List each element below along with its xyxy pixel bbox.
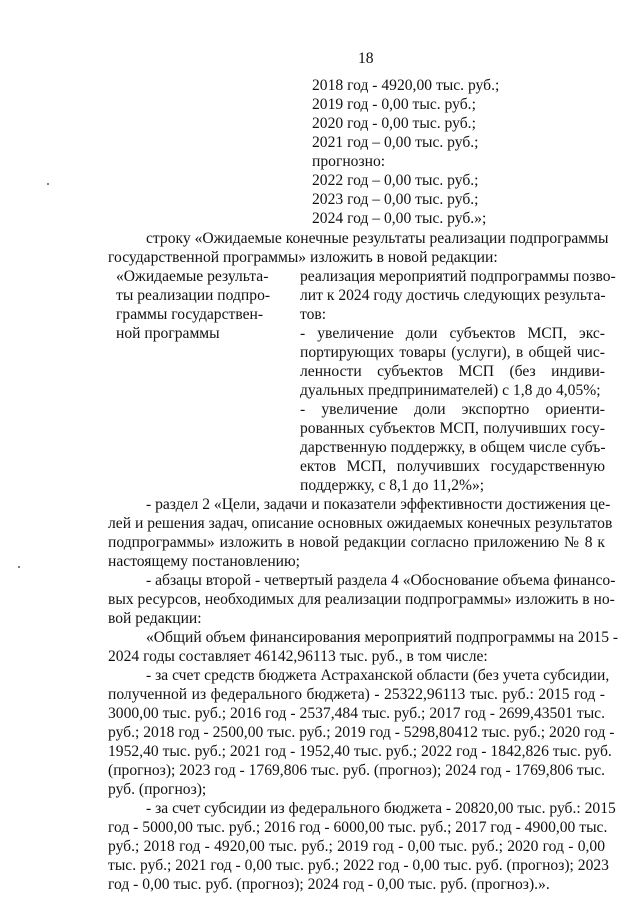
paragraph-line: руб.; 2018 год - 4920,00 тыс. руб.; 2019 год - 0,00 тыс. руб.; 2020 год - 0,00: [108, 838, 605, 855]
paragraph-line: - раздел 2 «Цели, задачи и показатели эффективности достижения це-: [146, 496, 611, 513]
paragraph-line: - за счет субсидии из федерального бюджета - 20820,00 тыс. руб.: 2015: [146, 800, 616, 817]
years-line: 2021 год – 0,00 тыс. руб.;: [312, 134, 479, 151]
paragraph-line: год - 0,00 тыс. руб. (прогноз); 2024 год - 0,00 тыс. руб. (прогноз).».: [108, 876, 550, 893]
paragraph-line: вой редакции:: [108, 610, 202, 627]
years-line: 2020 год - 0,00 тыс. руб.;: [312, 115, 476, 132]
paragraph-line: - за счет средств бюджета Астраханской области (без учета субсидии,: [146, 667, 610, 684]
paragraph-line: 3000,00 тыс. руб.; 2016 год - 2537,484 тыс. руб.; 2017 год - 2699,43501 тыс.: [108, 705, 605, 722]
scan-speck: [18, 566, 20, 568]
paragraph-line: руб. (прогноз);: [108, 781, 207, 798]
table-value-line: - увеличение доли экспортно ориенти-: [300, 401, 605, 418]
table-value-line: лит к 2024 году достичь следующих результа-: [300, 287, 606, 304]
paragraph-line: руб.; 2018 год - 2500,00 тыс. руб.; 2019 год - 5298,80412 тыс. руб.; 2020 год -: [108, 724, 615, 741]
scan-speck: [47, 183, 49, 185]
paragraph-line: 2024 годы составляет 46142,96113 тыс. руб., в том числе:: [108, 648, 488, 665]
years-line: 2018 год - 4920,00 тыс. руб.;: [312, 77, 500, 94]
table-value-line: ленности субъектов МСП (без индиви-: [300, 363, 605, 380]
table-value-line: - увеличение доли субъектов МСП, экс-: [300, 325, 605, 342]
paragraph-line: - абзацы второй - четвертый раздела 4 «Обоснование объема финансо-: [146, 572, 616, 589]
page-number: 18: [358, 50, 374, 67]
paragraph-line: лей и решения задач, описание основных ожидаемых конечных результатов: [108, 515, 613, 532]
table-value-line: реализация мероприятий подпрограммы позво-: [300, 268, 616, 285]
table-value-line: дуальных предпринимателей) с 1,8 до 4,05%;: [300, 382, 601, 399]
years-line: прогнозно:: [312, 153, 386, 170]
table-value-line: ектов МСП, получивших государственную: [300, 458, 605, 475]
paragraph-line: «Общий объем финансирования мероприятий подпрограммы на 2015 -: [146, 629, 619, 646]
paragraph-line: (прогноз); 2023 год - 1769,806 тыс. руб. (прогноз); 2024 год - 1769,806 тыс.: [108, 762, 606, 779]
table-value-line: тов:: [300, 306, 327, 323]
paragraph-line: настоящему постановлению;: [108, 553, 301, 570]
paragraph-line: строку «Ожидаемые конечные результаты реализации подпрограммы: [146, 230, 609, 247]
table-value-line: дарственную поддержку, в общем числе субъ-: [300, 439, 606, 456]
years-line: 2024 год – 0,00 тыс. руб.»;: [312, 210, 487, 227]
years-line: 2022 год – 0,00 тыс. руб.;: [312, 172, 479, 189]
table-label-line: ты реализации подпро-: [116, 287, 271, 304]
years-line: 2023 год – 0,00 тыс. руб.;: [312, 191, 479, 208]
table-label-line: граммы государствен-: [116, 306, 264, 323]
table-value-line: рованных субъектов МСП, получивших госу-: [300, 420, 605, 437]
paragraph-line: полученной из федерального бюджета) - 25322,96113 тыс. руб.: 2015 год -: [108, 686, 605, 703]
table-value-line: портирующих товары (услуги), в общей чис-: [300, 344, 605, 361]
paragraph-line: год - 5000,00 тыс. руб.; 2016 год - 6000,00 тыс. руб.; 2017 год - 4900,00 тыс.: [108, 819, 608, 836]
paragraph-line: 1952,40 тыс. руб.; 2021 год - 1952,40 тыс. руб.; 2022 год - 1842,826 тыс. руб.: [108, 743, 612, 760]
table-label-line: ной программы: [116, 325, 220, 342]
table-value-line: поддержку, с 8,1 до 11,2%»;: [300, 477, 485, 494]
paragraph-line: подпрограммы» изложить в новой редакции согласно приложению № 8 к: [108, 534, 605, 551]
years-line: 2019 год - 0,00 тыс. руб.;: [312, 96, 476, 113]
paragraph-line: тыс. руб.; 2021 год - 0,00 тыс. руб.; 2022 год - 0,00 тыс. руб. (прогноз); 2023: [108, 857, 609, 874]
paragraph-line: государственной программы» изложить в новой редакции:: [108, 249, 498, 266]
table-label-line: «Ожидаемые результа-: [116, 268, 269, 285]
paragraph-line: вых ресурсов, необходимых для реализации подпрограммы» изложить в но-: [108, 591, 615, 608]
